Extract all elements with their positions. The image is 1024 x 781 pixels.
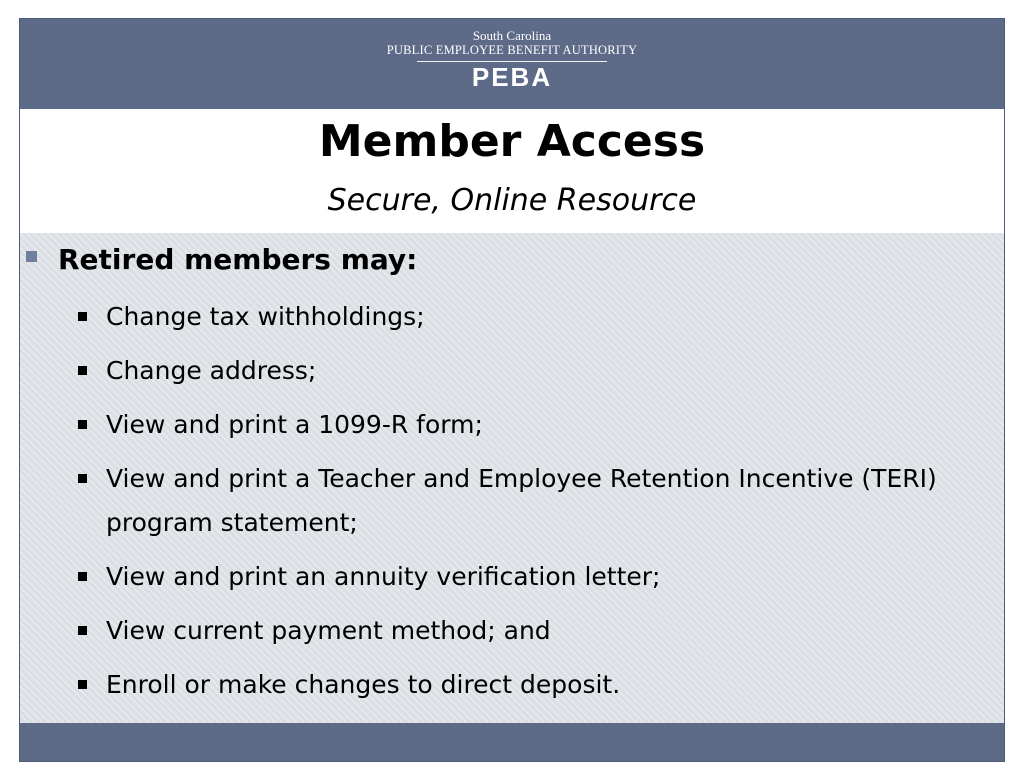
- peba-logo: [20, 29, 1004, 90]
- logo-authority-text: PUBLIC EMPLOYEE BENEFIT AUTHORITY: [386, 43, 638, 57]
- list-item-text: Enroll or make changes to direct deposit.: [106, 670, 621, 699]
- square-bullet-icon: [78, 312, 87, 321]
- list-item-text: Change address;: [106, 356, 317, 385]
- logo-divider: [417, 61, 607, 62]
- slide: [19, 18, 1005, 762]
- list-item: [76, 609, 976, 653]
- list-item: [76, 663, 976, 707]
- square-bullet-icon: [78, 626, 87, 635]
- list-item: [76, 555, 976, 599]
- list-item-text: View current payment method; and: [106, 616, 551, 645]
- list-item: [76, 403, 976, 447]
- footer-band: [20, 723, 1004, 761]
- logo-state-text: South Carolina: [472, 28, 552, 43]
- title-area: [20, 109, 1004, 233]
- square-bullet-icon: [78, 366, 87, 375]
- list-item: [76, 457, 976, 545]
- list-item-text: View and print a Teacher and Employee Retention Incentive (TERI) program statement;: [106, 464, 937, 537]
- square-bullet-icon: [26, 251, 37, 262]
- bullet-heading-text: Retired members may:: [58, 243, 418, 276]
- list-item-text: View and print an annuity verification letter;: [106, 562, 661, 591]
- square-bullet-icon: [78, 680, 87, 689]
- square-bullet-icon: [78, 474, 87, 483]
- content-area: [20, 233, 1004, 723]
- square-bullet-icon: [78, 572, 87, 581]
- header-band: [20, 19, 1004, 109]
- square-bullet-icon: [78, 420, 87, 429]
- slide-title: Member Access: [318, 116, 706, 167]
- bullet-list: [76, 295, 976, 717]
- list-item-text: Change tax withholdings;: [106, 302, 425, 331]
- bullet-heading: [26, 243, 417, 277]
- list-item: [76, 349, 976, 393]
- logo-wordmark: PEBA: [471, 62, 553, 92]
- list-item-text: View and print a 1099-R form;: [106, 410, 483, 439]
- list-item: [76, 295, 976, 339]
- slide-subtitle: Secure, Online Resource: [327, 183, 697, 218]
